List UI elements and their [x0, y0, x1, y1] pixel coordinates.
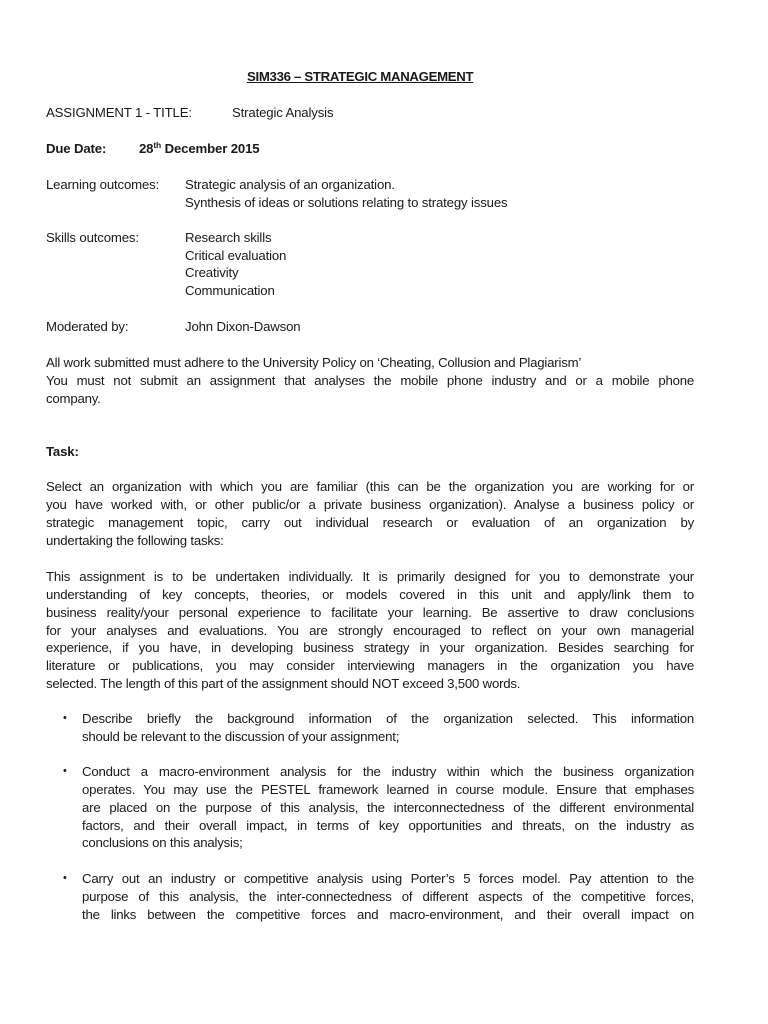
bullet-icon: • [63, 872, 67, 884]
document-title: SIM336 – STRATEGIC MANAGEMENT [247, 69, 474, 84]
due-date-day: 28 [139, 141, 154, 156]
paragraph-line: literature or publications, you may consider interviewing managers in the organization you have [46, 658, 694, 674]
paragraph-line: understanding of key concepts, theories, or models covered in this unit and apply/link them to [46, 586, 694, 602]
individual-work-paragraph [46, 568, 694, 693]
bullet-line: operates. You may use the PESTEL framework learned in course module. Ensure that emphases [82, 781, 694, 797]
moderator-name: John Dixon-Dawson [185, 319, 301, 334]
due-date-value [139, 140, 259, 158]
due-date-suffix: th [153, 140, 162, 150]
task-heading: Task: [46, 444, 79, 459]
learning-outcomes-label: Learning outcomes: [46, 177, 160, 192]
policy-line: company. [46, 390, 101, 406]
task-bullet-background [63, 710, 694, 746]
due-date-label: Due Date: [46, 141, 107, 156]
task-bullet-porter [63, 870, 694, 924]
paragraph-line: This assignment is to be undertaken individually. It is primarily designed for you to demonstrate your [46, 569, 694, 584]
learning-outcome-item: Strategic analysis of an organization. [185, 177, 395, 192]
paragraph-line: business reality/your personal experience to facilitate your learning. Be assertive to draw conclusions [46, 604, 694, 620]
assignment-label: ASSIGNMENT 1 - TITLE: [46, 105, 192, 120]
task-bullet-pestel [63, 763, 694, 852]
paragraph-line: Select an organization with which you are familiar (this can be the organization you are working for or [46, 479, 694, 494]
moderated-by-label: Moderated by: [46, 319, 129, 334]
paragraph-line: experience, if you have, in developing business strategy in your organization. Besides searching for [46, 640, 694, 656]
bullet-line: are placed on the purpose of this analysis, the interconnectedness of the different environmental [82, 799, 694, 815]
bullet-line: conclusions on this analysis; [82, 835, 243, 851]
paragraph-line: you have worked with, or other public/or a private business organization). Analyse a business policy or [46, 496, 694, 512]
skills-outcome-item: Creativity [185, 265, 239, 280]
bullet-line: factors, and their overall impact, in terms of key opportunities and threats, on the industry as [82, 817, 694, 833]
bullet-line: purpose of this analysis, the inter-connectedness of different aspects of the competitive forces, [82, 888, 694, 904]
policy-notice [46, 354, 694, 408]
learning-outcome-item: Synthesis of ideas or solutions relating to strategy issues [185, 195, 508, 210]
skills-outcomes-label: Skills outcomes: [46, 230, 139, 245]
skills-outcome-item: Critical evaluation [185, 248, 287, 263]
bullet-line: should be relevant to the discussion of your assignment; [82, 728, 400, 744]
paragraph-line: strategic management topic, carry out individual research or evaluation of an organization by [46, 514, 694, 530]
paragraph-line: selected. The length of this part of the assignment should NOT exceed 3,500 words. [46, 676, 521, 692]
skills-outcome-item: Communication [185, 283, 275, 298]
paragraph-line: for your analyses and evaluations. You are strongly encouraged to reflect on your own managerial [46, 622, 694, 638]
task-intro-paragraph [46, 478, 694, 549]
paragraph-line: undertaking the following tasks: [46, 532, 224, 548]
policy-line: All work submitted must adhere to the University Policy on ‘Cheating, Collusion and Plagiarism’ [46, 355, 582, 370]
bullet-line: Describe briefly the background information of the organization selected. This information [82, 711, 694, 726]
bullet-line: Carry out an industry or competitive analysis using Porter’s 5 forces model. Pay attention to the [82, 871, 694, 886]
bullet-icon: • [63, 765, 67, 777]
assignment-title: Strategic Analysis [232, 105, 334, 120]
bullet-line: the links between the competitive forces and macro-environment, and their overall impact on [82, 906, 694, 922]
skills-outcome-item: Research skills [185, 230, 272, 245]
bullet-icon: • [63, 712, 67, 724]
policy-line: You must not submit an assignment that analyses the mobile phone industry and or a mobile phone [46, 372, 694, 388]
bullet-line: Conduct a macro-environment analysis for the industry within which the business organization [82, 764, 694, 779]
due-date-rest: December 2015 [164, 141, 260, 156]
